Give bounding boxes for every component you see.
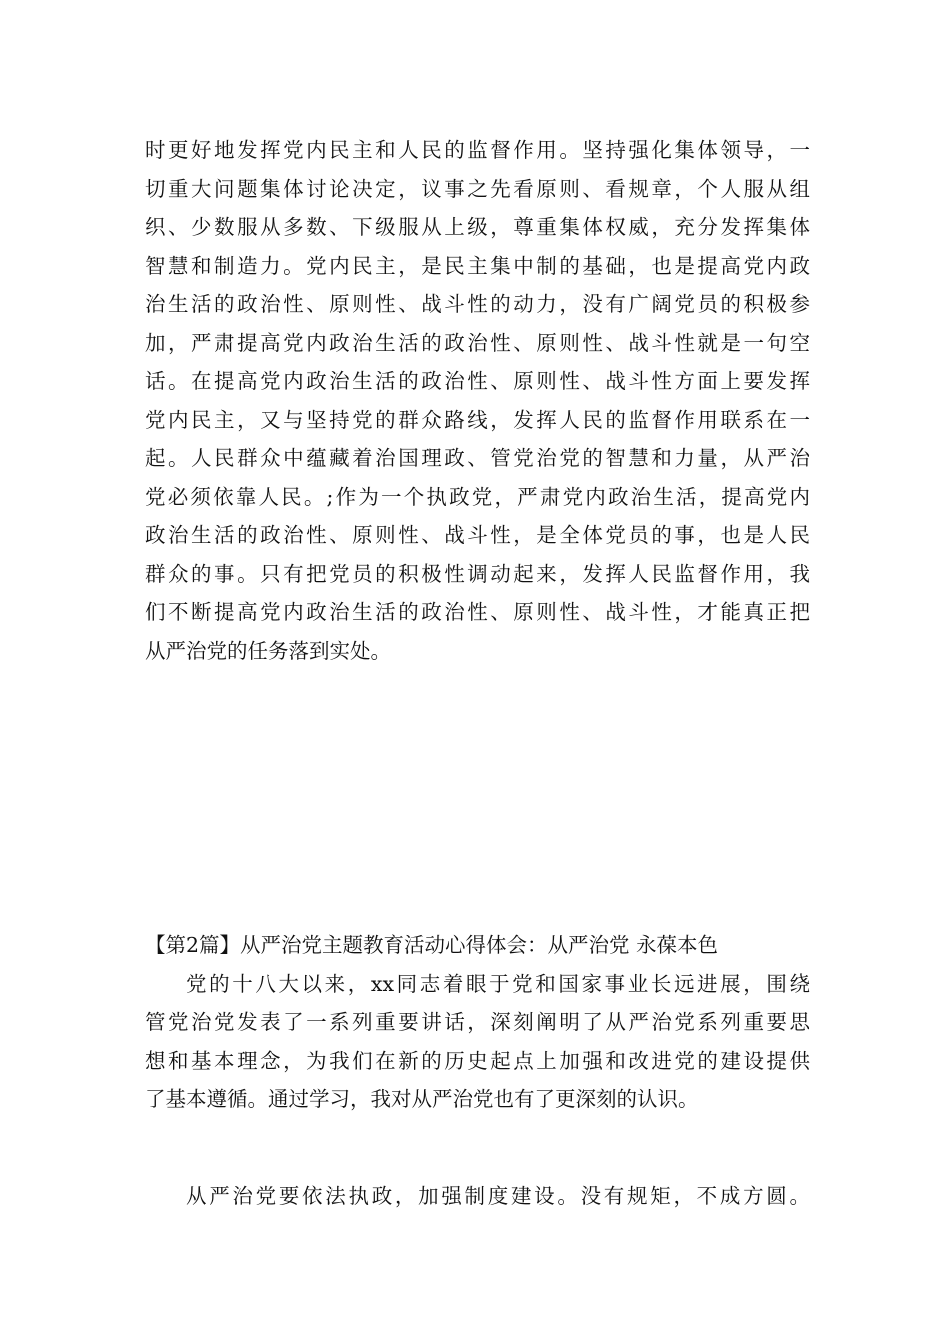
article-section <box>145 926 810 1119</box>
text-line: 党的十八大以来，xx同志着眼于党和国家事业长远进展，围绕 <box>186 971 810 996</box>
text-line: 们不断提高党内政治生活的政治性、原则性、战斗性，才能真正把 <box>145 600 810 624</box>
text-line: 党必须依靠人民。;作为一个执政党，严肃党内政治生活，提高党内 <box>145 484 810 509</box>
text-line: 智慧和制造力。党内民主，是民主集中制的基础，也是提高党内政 <box>145 253 810 278</box>
text-line: 从严治党要依法执政，加强制度建设。没有规矩，不成方圆。 <box>186 1184 810 1208</box>
text-line: 织、少数服从多数、下级服从上级，尊重集体权威，充分发挥集体 <box>145 215 810 239</box>
text-line: 时更好地发挥党内民主和人民的监督作用。坚持强化集体领导，一 <box>145 138 810 162</box>
continuation-paragraph <box>145 131 810 670</box>
text-line: 治生活的政治性、原则性、战斗性的动力，没有广阔党员的积极参 <box>145 292 810 316</box>
text-line: 起。人民群众中蕴藏着治国理政、管党治党的智慧和力量，从严治 <box>145 446 810 470</box>
paragraph-2 <box>145 1177 810 1216</box>
text-line: 党内民主，又与坚持党的群众路线，发挥人民的监督作用联系在一 <box>145 407 810 432</box>
text-line: 加，严肃提高党内政治生活的政治性、原则性、战斗性就是一句空 <box>145 330 810 355</box>
text-line: 切重大问题集体讨论决定，议事之先看原则、看规章，个人服从组 <box>145 176 810 201</box>
text-line: 从严治党的任务落到实处。 <box>145 638 391 663</box>
text-line: 了基本遵循。通过学习，我对从严治党也有了更深刻的认识。 <box>145 1087 699 1111</box>
text-line: 话。在提高党内政治生活的政治性、原则性、战斗性方面上要发挥 <box>145 369 810 393</box>
text-line: 政治生活的政治性、原则性、战斗性，是全体党员的事，也是人民 <box>145 523 810 547</box>
article-heading: 【第2篇】从严治党主题教育活动心得体会：从严治党 永葆本色 <box>145 933 719 957</box>
text-line: 群众的事。只有把党员的积极性调动起来，发挥人民监督作用，我 <box>145 561 810 586</box>
text-line: 管党治党发表了一系列重要讲话，深刻阐明了从严治党系列重要思 <box>145 1010 810 1034</box>
text-line: 想和基本理念，为我们在新的历史起点上加强和改进党的建设提供 <box>145 1048 810 1073</box>
